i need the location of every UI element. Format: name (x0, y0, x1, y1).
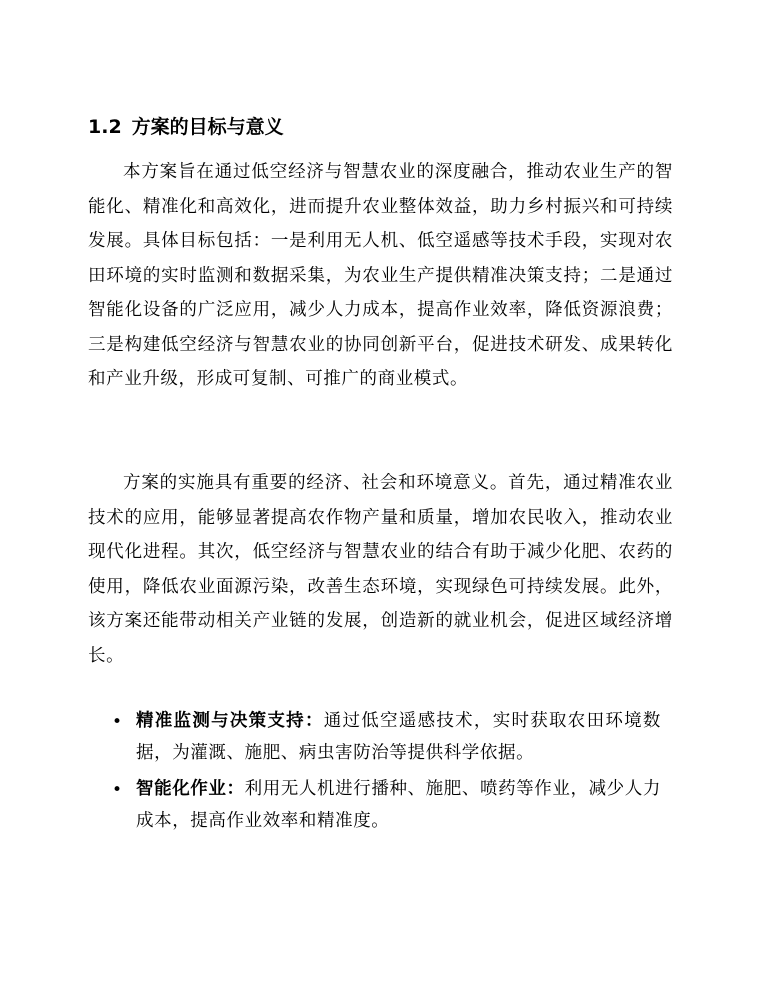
list-item-body: 通过低空遥感技术，实时获取农田环境数据，为灌溉、施肥、病虫害防治等提供科学依据。 (136, 711, 661, 763)
paragraph-goals: 本方案旨在通过低空经济与智慧农业的深度融合，推动农业生产的智能化、精准化和高效化，进而提升农业整体效益，助力乡村振兴和可持续发展。具体目标包括：一是利用无人机、低空遥感等技术手段，实现对农田环境的实时监测和数据采集，为农业生产提供精准决策支持；二是通过智能化设备的广泛应用，减少人力成本，提高作业效率，降低资源浪费；三是构建低空经济与智慧农业的协同创新平台，促进技术研发、成果转化和产业升级，形成可复制、可推广的商业模式。 (88, 162, 673, 389)
section-title: 方案的目标与意义 (131, 116, 284, 138)
paragraph-significance: 方案的实施具有重要的经济、社会和环境意义。首先，通过精准农业技术的应用，能够显著提高农作物产量和质量，增加农民收入，推动农业现代化进程。其次，低空经济与智慧农业的结合有助于减少化肥、农药的使用，降低农业面源污染，改善生态环境，实现绿色可持续发展。此外，该方案还能带动相关产业链的发展，创造新的就业机会，促进区域经济增长。 (88, 473, 673, 666)
list-item (0, 773, 661, 837)
list-item-title: 精准监测与决策支持 (136, 711, 305, 731)
list-item (0, 705, 661, 769)
bullet-list (0, 705, 765, 841)
list-item-text (136, 773, 661, 837)
bullet-dot-icon: • (112, 712, 123, 732)
list-item-separator: ： (304, 711, 324, 731)
bullet-dot-icon: • (112, 780, 123, 800)
section-number: 1.2 (88, 116, 122, 138)
list-item-title: 智能化作业 (136, 779, 227, 799)
list-item-text (136, 705, 661, 769)
list-item-body: 利用无人机进行播种、施肥、喷药等作业，减少人力成本，提高作业效率和精准度。 (136, 779, 661, 831)
list-item-separator: ： (226, 779, 245, 799)
section-heading (88, 112, 284, 142)
